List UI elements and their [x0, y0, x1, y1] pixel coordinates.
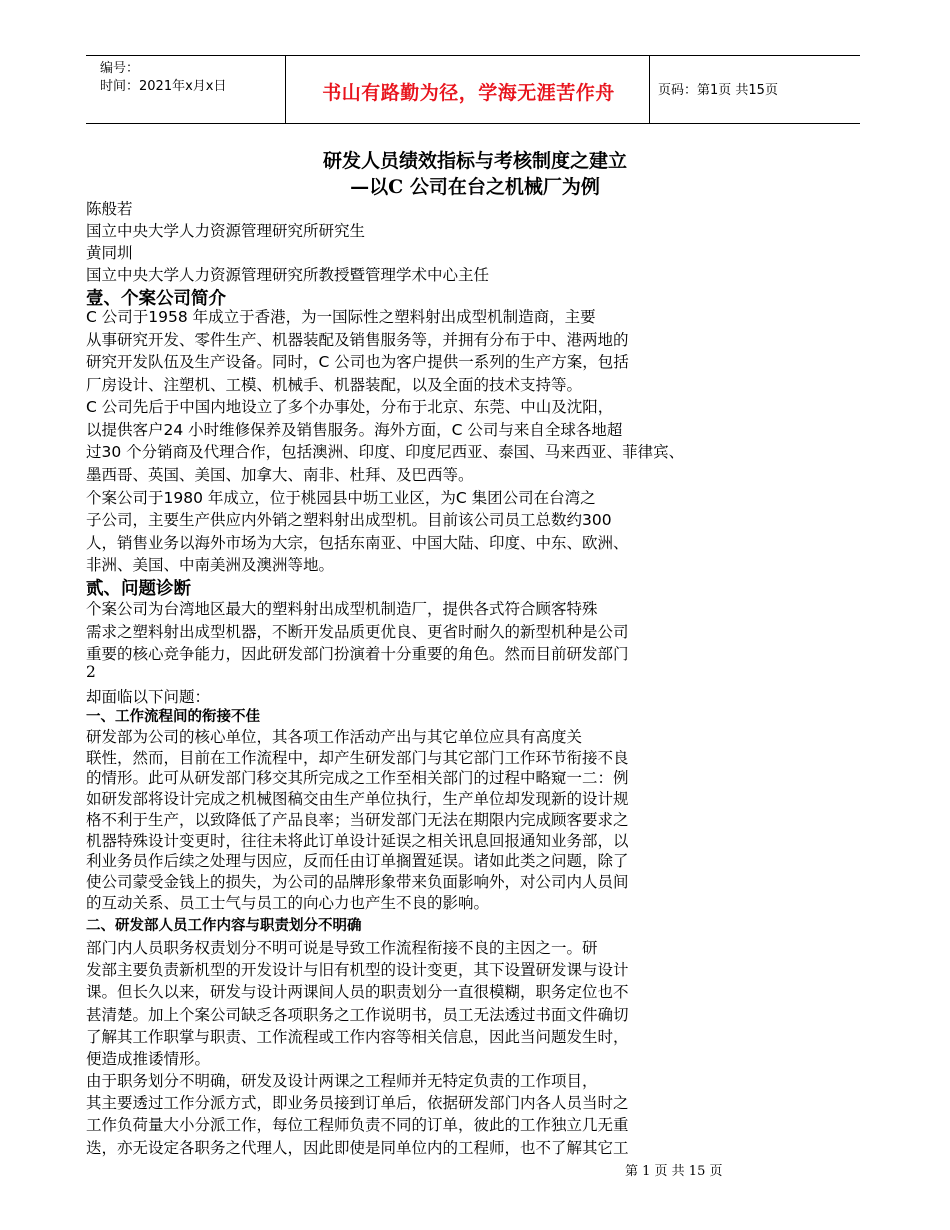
paragraph-line: 了解其工作职掌与职责、工作流程或工作内容等相关信息，因此当问题发生时， — [86, 1027, 629, 1046]
paragraph-line: 如研发部将设计完成之机械图稿交由生产单位执行，生产单位却发现新的设计规 — [86, 790, 629, 809]
paragraph-line: 2 — [86, 663, 96, 681]
section-heading: 壹、个案公司简介 — [86, 289, 226, 309]
paragraph-line: 课。但长久以来，研发与设计两课间人员的职责划分一直很模糊，职务定位也不 — [86, 983, 629, 1002]
paragraph-line: 重要的核心竞争能力，因此研发部门扮演着十分重要的角色。然而目前研发部门 — [86, 645, 629, 663]
paragraph-line: 研究开发队伍及生产设备。同时，C 公司也为客户提供一系列的生产方案，包括 — [86, 353, 629, 371]
page-footer: 第 1 页 共 15 页 — [625, 1164, 723, 1179]
paragraph-line: C 公司先后于中国内地设立了多个办事处，分布于北京、东莞、中山及沈阳， — [86, 398, 614, 416]
header-page-info: 页码：第1页 共15页 — [658, 83, 778, 98]
doc-title: 研发人员绩效指标与考核制度之建立 — [322, 150, 627, 172]
paragraph-line: 发部主要负责新机型的开发设计与旧有机型的设计变更，其下设置研发课与设计 — [86, 961, 629, 980]
author-line: 黄同圳 — [86, 244, 133, 262]
paragraph-line: 需求之塑料射出成型机器，不断开发品质更优良、更省时耐久的新型机种是公司 — [86, 622, 629, 641]
paragraph-line: 迭，亦无设定各职务之代理人，因此即使是同单位内的工程师，也不了解其它工 — [86, 1138, 629, 1157]
paragraph-line: 机器特殊设计变更时，往往未将此订单设计延误之相关讯息回报通知业务部，以 — [86, 831, 629, 850]
paragraph-line: 研发部为公司的核心单位，其各项工作活动产出与其它单位应具有高度关 — [86, 728, 583, 746]
subsection-heading: 二、研发部人员工作内容与职责划分不明确 — [86, 918, 362, 934]
paragraph-line: 个案公司为台湾地区最大的塑料射出成型机制造厂，提供各式符合顾客特殊 — [86, 600, 598, 618]
paragraph-line: 甚清楚。加上个案公司缺乏各项职务之工作说明书，员工无法透过书面文件确切 — [86, 1005, 629, 1024]
paragraph-line: 使公司蒙受金钱上的损失，为公司的品牌形象带来负面影响外，对公司内人员间 — [86, 872, 629, 891]
doc-subtitle: —以C 公司在台之机械厂为例 — [350, 176, 600, 198]
paragraph-line: 非洲、美国、中南美洲及澳洲等地。 — [86, 556, 335, 574]
paragraph-line: 以提供客户24 小时维修保养及销售服务。海外方面，C 公司与来自全球各地超 — [86, 421, 623, 439]
header-slogan: 书山有路勤为径，学海无涯苦作舟 — [322, 82, 615, 104]
subsection-heading: 一、工作流程间的衔接不佳 — [86, 709, 260, 725]
header-time-label: 时间：2021年x月x日 — [100, 79, 227, 94]
paragraph-line: 个案公司于1980 年成立，位于桃园县中坜工业区，为C 集团公司在台湾之 — [86, 489, 596, 507]
paragraph-line: 墨西哥、英国、美国、加拿大、南非、杜拜、及巴西等。 — [86, 466, 474, 484]
paragraph-line: 厂房设计、注塑机、工模、机械手、机器装配，以及全面的技术支持等。 — [86, 376, 583, 394]
paragraph-line: 的互动关系、员工士气与员工的向心力也产生不良的影响。 — [86, 893, 490, 912]
paragraph-line: 利业务员作后续之处理与因应，反而任由订单搁置延误。诸如此类之问题，除了 — [86, 852, 629, 871]
paragraph-line: 人，销售业务以海外市场为大宗，包括东南亚、中国大陆、印度、中东、欧洲、 — [86, 534, 629, 552]
author-line: 陈般若 — [86, 200, 133, 218]
document-header — [86, 55, 860, 124]
paragraph-line: 的情形。此可从研发部门移交其所完成之工作至相关部门的过程中略窥一二：例 — [86, 769, 629, 788]
paragraph-line: 格不利于生产，以致降低了产品良率；当研发部门无法在期限内完成顾客要求之 — [86, 810, 629, 829]
paragraph-line: 便造成推诿情形。 — [86, 1050, 211, 1068]
paragraph-line: 却面临以下问题： — [86, 688, 211, 706]
paragraph-line: 其主要透过工作分派方式，即业务员接到订单后，依据研发部门内各人员当时之 — [86, 1094, 629, 1113]
section-heading: 贰、问题诊断 — [86, 579, 191, 599]
header-meta — [100, 60, 226, 96]
author-line: 国立中央大学人力资源管理研究所研究生 — [86, 222, 366, 240]
paragraph-line: 从事研究开发、零件生产、机器装配及销售服务等，并拥有分布于中、港两地的 — [86, 331, 629, 349]
paragraph-line: 部门内人员职务权责划分不明可说是导致工作流程衔接不良的主因之一。研 — [86, 939, 598, 957]
paragraph-line: C 公司于1958 年成立于香港，为一国际性之塑料射出成型机制造商，主要 — [86, 308, 596, 326]
header-number-label: 编号： — [100, 61, 140, 76]
paragraph-line: 子公司，主要生产供应内外销之塑料射出成型机。目前该公司员工总数约300 — [86, 511, 612, 529]
author-line: 国立中央大学人力资源管理研究所教授暨管理学术中心主任 — [86, 266, 490, 284]
paragraph-line: 工作负荷量大小分派工作，每位工程师负责不同的订单，彼此的工作独立几无重 — [86, 1116, 629, 1135]
paragraph-line: 由于职务划分不明确，研发及设计两课之工程师并无特定负责的工作项目， — [86, 1072, 598, 1090]
paragraph-line: 联性，然而，目前在工作流程中，却产生研发部门与其它部门工作环节衔接不良 — [86, 748, 629, 767]
paragraph-line: 过30 个分销商及代理合作，包括澳洲、印度、印度尼西亚、泰国、马来西亚、菲律宾、 — [86, 443, 685, 461]
